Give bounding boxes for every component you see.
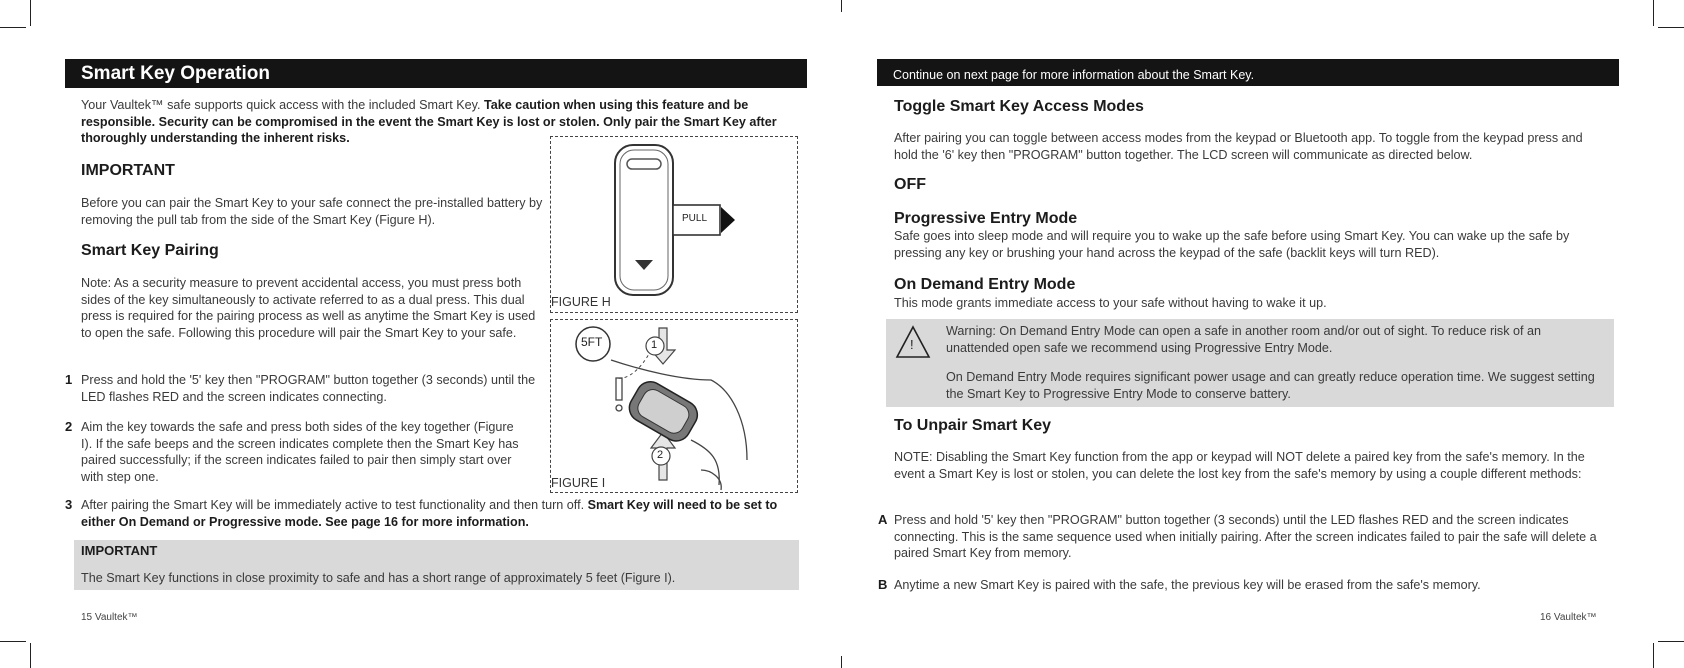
power-note-text: On Demand Entry Mode requires significant power usage and can greatly reduce operation time. We suggest setting the Smart Key to Progressive Entry Mode to conserve battery. <box>946 370 1595 401</box>
step-text: Aim the key towards the safe and press both sides of the key together (Figure I). If the safe beeps and the screen indicates complete then the Smart Key has paired successfully; if the screen indicates failed to pair then simply start over with step one. <box>81 420 519 484</box>
unpair-heading: To Unpair Smart Key <box>894 417 1052 434</box>
crop-mark <box>841 0 842 12</box>
step-number: 2 <box>65 419 73 434</box>
figure-h-frame <box>550 136 798 313</box>
step-3-bold-text: Smart Key will need to be set to either On Demand or Progressive mode. See page 16 for more information. <box>81 498 778 529</box>
page-footer: 16 Vaultek™ <box>1540 612 1597 623</box>
callout-text: The Smart Key functions in close proximity to safe and has a short range of approximately 5 feet (Figure I). <box>81 571 676 585</box>
callout-heading: IMPORTANT <box>81 543 158 558</box>
crop-mark <box>1653 0 1654 26</box>
step-3-text: After pairing the Smart Key will be immediately active to test functionality and then turn off. <box>81 498 585 512</box>
pull-tab-label: PULL <box>682 213 708 224</box>
figure-h-label: FIGURE H <box>551 295 611 309</box>
method-text: Anytime a new Smart Key is paired with the safe, the previous key will be erased from the safe's memory. <box>894 578 1481 592</box>
method-item <box>878 512 1606 562</box>
crop-mark <box>841 656 842 668</box>
warning-callout-box <box>886 319 1614 407</box>
progressive-heading: Progressive Entry Mode <box>894 210 1078 227</box>
ondemand-text: This mode grants immediate access to your safe without having to wake it up. <box>894 296 1327 310</box>
figure-i-frame <box>550 319 798 493</box>
method-item <box>878 577 1606 594</box>
pairing-note: Note: As a security measure to prevent accidental access, you must press both sides of the key simultaneously to activate referred to as a dual press. This dual press is required for the pairing process as well as anytime the Smart Key is used to open the safe. Following this procedure will pair the Smart Key to your safe. <box>81 276 536 340</box>
continue-header-bar <box>877 59 1619 86</box>
toggle-heading: Toggle Smart Key Access Modes <box>894 98 1144 115</box>
method-letter: B <box>878 577 888 592</box>
method-text: Press and hold '5' key then "PROGRAM" button together (3 seconds) until the LED flashes RED and the screen indicates connecting. This is the same sequence used when initially pairing. After the screen indicates failed to pair the safe will delete a paired Smart Key from memory. <box>894 513 1597 561</box>
unpair-text: NOTE: Disabling the Smart Key function from the app or keypad will NOT delete a paired key from the safe's memory. In the event a Smart Key is lost or stolen, you can delete the lost key from the safe's memory by using a couple different methods: <box>894 450 1585 481</box>
page-title: Smart Key Operation <box>81 63 270 84</box>
crop-mark <box>1658 27 1684 28</box>
method-letter: A <box>878 512 888 527</box>
smart-key-icon <box>551 137 797 312</box>
intro-warning-text: Take caution when using this feature and be responsible. Security can be compromised in the event the Smart Key is lost or stolen. Only pair the Smart Key after thoroughly understanding the inherent risks. <box>81 98 777 146</box>
crop-mark <box>0 27 26 28</box>
pairing-heading: Smart Key Pairing <box>81 242 219 259</box>
toggle-text: After pairing you can toggle between access modes from the keypad or Bluetooth app. To toggle from the keypad press and hold the '6' key then "PROGRAM" button together. The LCD screen will communicate as directed below. <box>894 131 1583 162</box>
important-text: Before you can pair the Smart Key to your safe connect the pre-installed battery by removing the pull tab from the side of the Smart Key (Figure H). <box>81 196 543 227</box>
important-callout-box <box>74 540 799 590</box>
crop-mark <box>1653 643 1654 668</box>
crop-mark <box>0 641 26 642</box>
continue-note: Continue on next page for more information about the Smart Key. <box>893 68 1255 82</box>
warning-text: Warning: On Demand Entry Mode can open a safe in another room and/or out of sight. To reduce risk of an unattended open safe we recommend using Progressive Entry Mode. <box>946 324 1542 355</box>
warning-symbol: ! <box>910 337 914 352</box>
intro-text: Your Vaultek™ safe supports quick access with the included Smart Key. <box>81 98 481 112</box>
off-heading: OFF <box>894 176 926 193</box>
distance-label: 5FT <box>581 335 603 349</box>
crop-mark <box>30 0 31 26</box>
section-header-bar <box>65 59 807 88</box>
step-number: 1 <box>65 372 73 387</box>
crop-mark <box>1658 641 1684 642</box>
step-item <box>65 497 799 530</box>
step-number: 3 <box>65 497 73 512</box>
callout-number: 2 <box>657 449 664 461</box>
step-item <box>65 419 521 485</box>
figure-i-label: FIGURE I <box>551 476 606 490</box>
progressive-text: Safe goes into sleep mode and will require you to wake up the safe before using Smart Key. You can wake up the safe by pressing any key or brushing your hand across the keypad of the safe (backlit keys will turn RED). <box>894 229 1570 260</box>
step-text <box>81 497 799 530</box>
callout-number: 1 <box>651 339 658 351</box>
page-footer: 15 Vaultek™ <box>81 612 138 623</box>
step-text: Press and hold the '5' key then "PROGRAM" button together (3 seconds) until the LED flashes RED and the screen indicates connecting. <box>81 373 536 404</box>
important-heading: IMPORTANT <box>81 162 175 179</box>
ondemand-heading: On Demand Entry Mode <box>894 276 1076 293</box>
crop-mark <box>30 643 31 668</box>
step-item <box>65 372 536 405</box>
